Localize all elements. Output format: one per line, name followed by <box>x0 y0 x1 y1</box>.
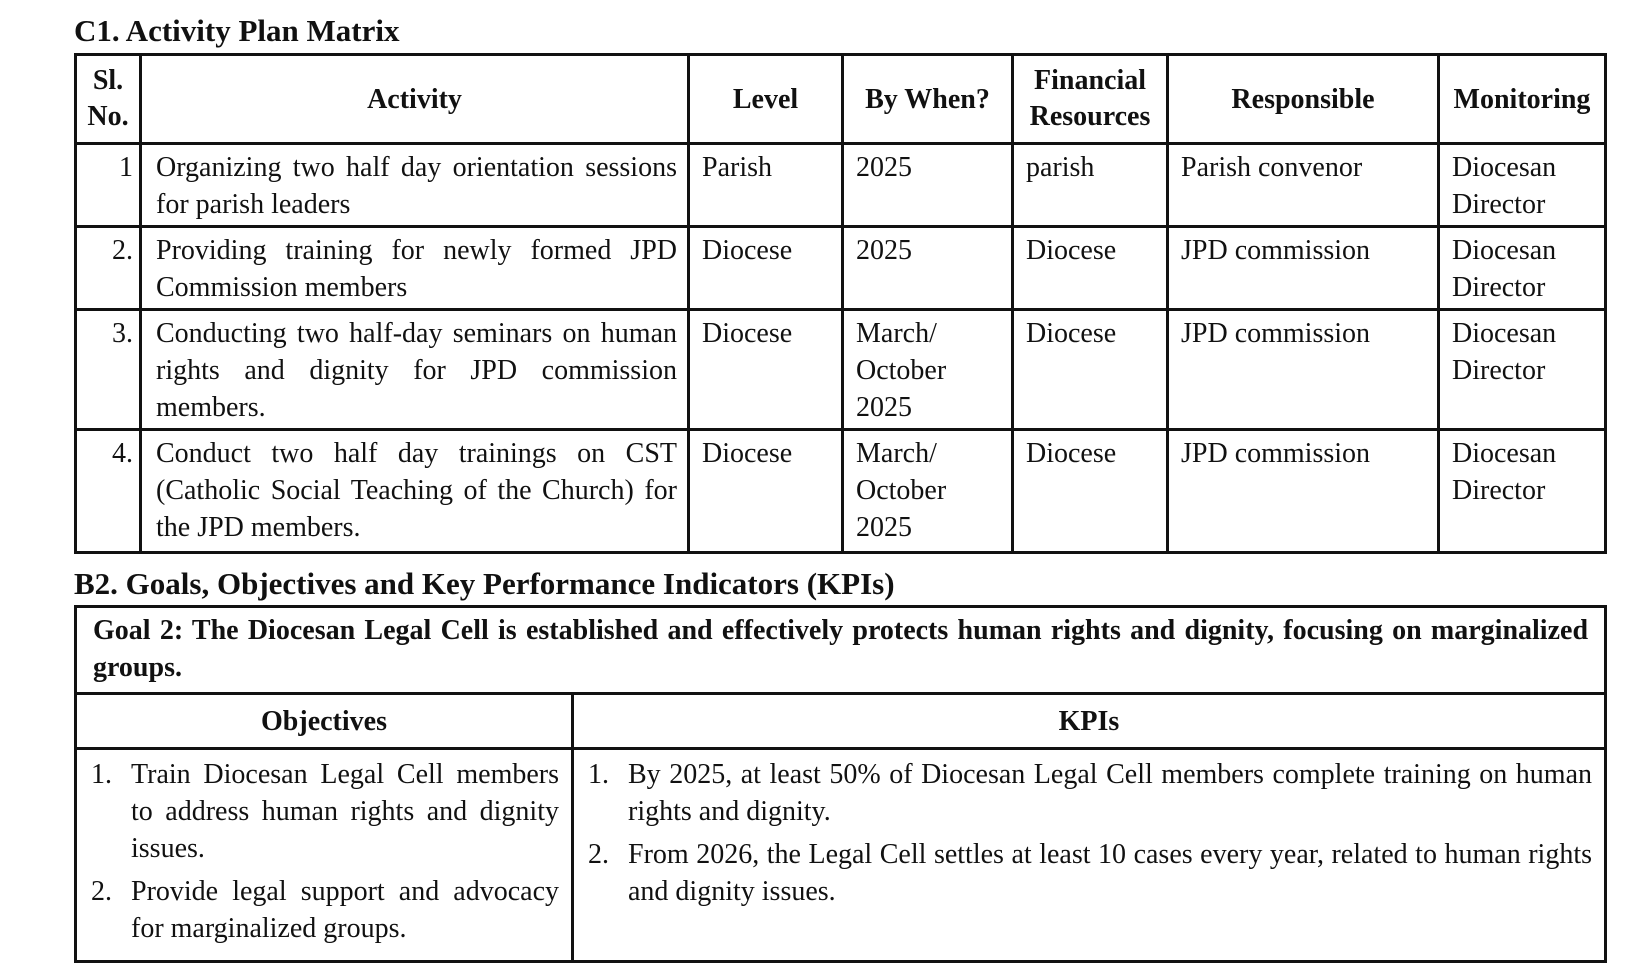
row-activity: Conducting two half-day seminars on human rights and dignity for JPD commission members. <box>141 310 689 430</box>
goals-kpi-table <box>74 605 1607 963</box>
activity-plan-table <box>74 53 1607 554</box>
table-row <box>76 227 1606 310</box>
table-header-row <box>76 55 1606 144</box>
header-sl-no <box>76 55 141 144</box>
row-by-when: March/ October 2025 <box>843 430 1013 553</box>
objectives-cell <box>76 749 573 962</box>
header-responsible: Responsible <box>1168 55 1439 144</box>
row-by-when: March/ October 2025 <box>843 310 1013 430</box>
list-item <box>588 756 1592 830</box>
objectives-list <box>91 756 559 947</box>
row-activity: Providing training for newly formed JPD Commission members <box>141 227 689 310</box>
row-monitoring: Diocesan Director <box>1439 144 1606 227</box>
row-financial: parish <box>1013 144 1168 227</box>
row-number: 4. <box>76 430 141 553</box>
row-responsible: JPD commission <box>1168 430 1439 553</box>
list-item <box>91 873 559 947</box>
header-sl-line1: Sl. <box>92 65 124 96</box>
list-item <box>91 756 559 867</box>
list-item <box>588 836 1592 910</box>
row-financial: Diocese <box>1013 430 1168 553</box>
row-by-when: 2025 <box>843 144 1013 227</box>
objective-number: 1. <box>91 759 112 790</box>
row-number: 3. <box>76 310 141 430</box>
table-row <box>76 144 1606 227</box>
row-level: Diocese <box>689 227 843 310</box>
kpi-number: 1. <box>588 759 609 790</box>
content-row <box>76 749 1606 962</box>
row-activity: Conduct two half day trainings on CST (Catholic Social Teaching of the Church) for the JPD members. <box>141 430 689 553</box>
row-financial: Diocese <box>1013 310 1168 430</box>
row-level: Diocese <box>689 310 843 430</box>
row-responsible: JPD commission <box>1168 310 1439 430</box>
goal-statement: Goal 2: The Diocesan Legal Cell is established and effectively protects human rights and dignity, focusing on marginalized groups. <box>76 607 1606 694</box>
header-monitoring: Monitoring <box>1439 55 1606 144</box>
row-responsible: Parish convenor <box>1168 144 1439 227</box>
section-title-c1: C1. Activity Plan Matrix <box>74 13 400 48</box>
row-level: Diocese <box>689 430 843 553</box>
table-row <box>76 430 1606 553</box>
kpis-header: KPIs <box>573 694 1606 749</box>
table-row <box>76 310 1606 430</box>
row-number: 2. <box>76 227 141 310</box>
kpis-list <box>588 756 1592 910</box>
header-sl-line2: No. <box>87 101 129 132</box>
objectives-header: Objectives <box>76 694 573 749</box>
header-financial-line2: Resources <box>1029 101 1151 132</box>
objective-text: Train Diocesan Legal Cell members to address human rights and dignity issues. <box>131 759 559 864</box>
header-financial-line1: Financial <box>1033 65 1146 96</box>
header-level: Level <box>689 55 843 144</box>
header-by-when: By When? <box>843 55 1013 144</box>
header-activity: Activity <box>141 55 689 144</box>
kpi-text: By 2025, at least 50% of Diocesan Legal Cell members complete training on human rights and dignity. <box>628 759 1593 827</box>
kpis-cell <box>573 749 1606 962</box>
goal-row <box>76 607 1606 694</box>
row-responsible: JPD commission <box>1168 227 1439 310</box>
row-financial: Diocese <box>1013 227 1168 310</box>
row-by-when: 2025 <box>843 227 1013 310</box>
section-title-b2: B2. Goals, Objectives and Key Performance Indicators (KPIs) <box>74 566 895 601</box>
row-activity: Organizing two half day orientation sessions for parish leaders <box>141 144 689 227</box>
header-row <box>76 694 1606 749</box>
row-monitoring: Diocesan Director <box>1439 227 1606 310</box>
row-level: Parish <box>689 144 843 227</box>
header-financial-resources <box>1013 55 1168 144</box>
kpi-text: From 2026, the Legal Cell settles at least 10 cases every year, related to human rights and dignity issues. <box>628 839 1593 907</box>
objective-number: 2. <box>91 876 112 907</box>
row-monitoring: Diocesan Director <box>1439 430 1606 553</box>
kpi-number: 2. <box>588 839 609 870</box>
objective-text: Provide legal support and advocacy for marginalized groups. <box>131 876 559 944</box>
row-monitoring: Diocesan Director <box>1439 310 1606 430</box>
row-number: 1 <box>76 144 141 227</box>
